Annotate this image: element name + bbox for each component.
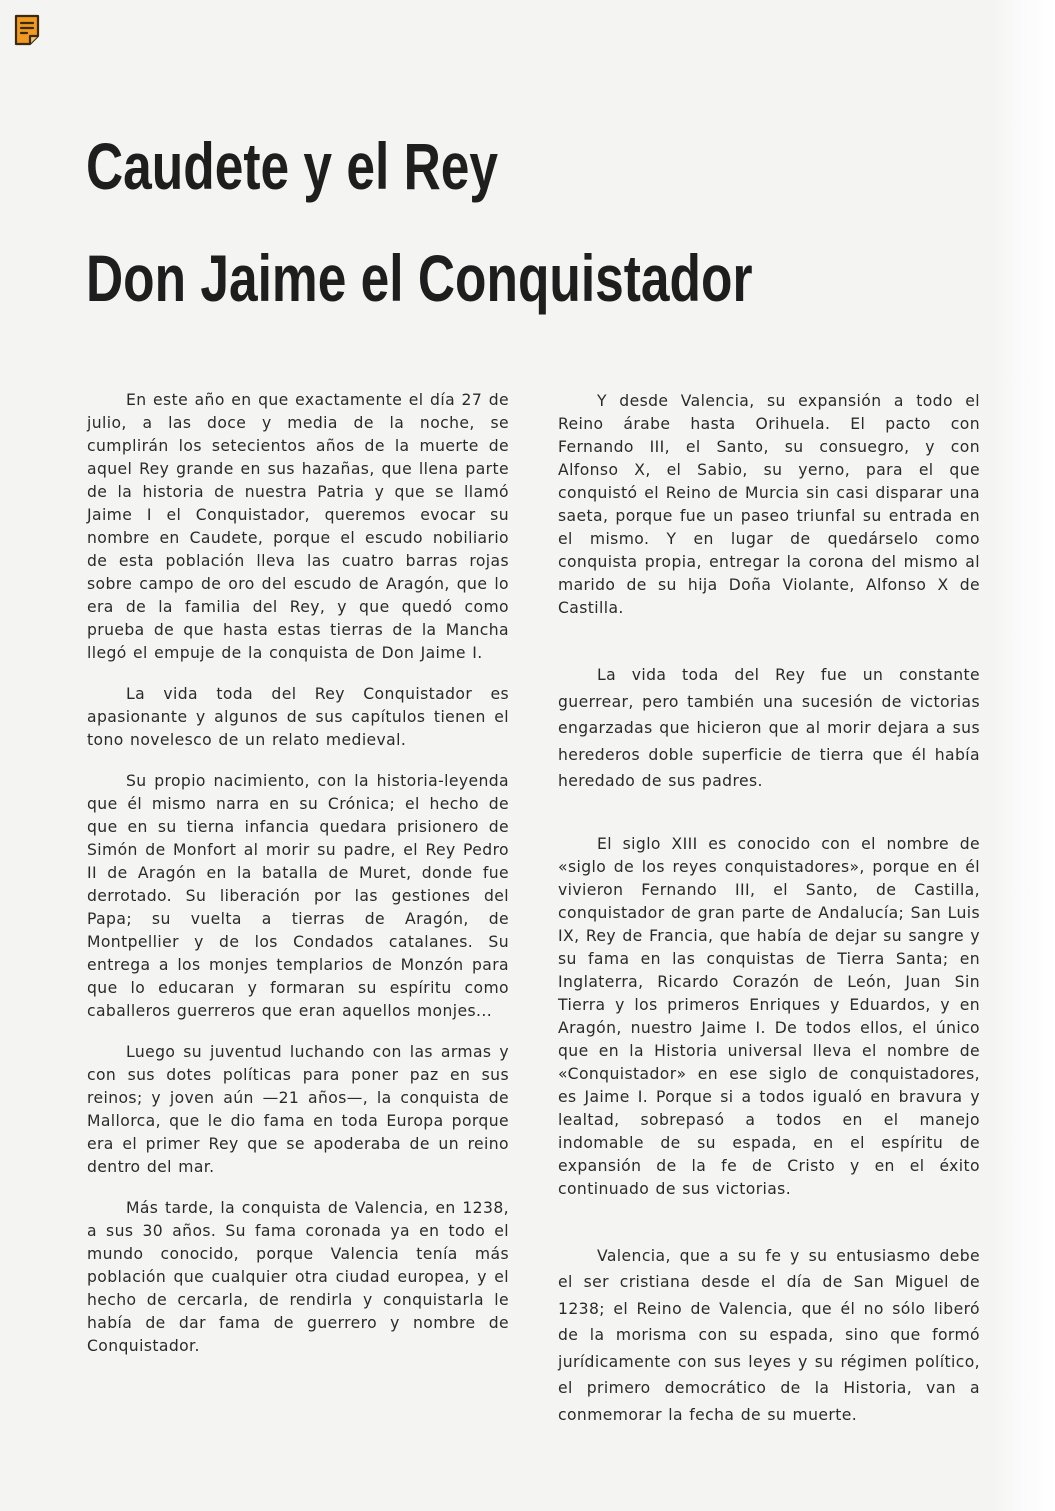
document-notes-icon[interactable] [14, 14, 44, 46]
paragraph: Valencia, que a su fe y su entusiasmo debe el ser cristiana desde el día de San Miguel de 1238; el Reino de Valencia, que él no sólo liberó de la morisma con su espada, sino que formó jurídicamente con sus leyes y su régimen político, el primero democrático de la Historia, van a conmemorar la fecha de su muerte. [558, 1246, 980, 1424]
left-text-column [87, 389, 509, 1358]
page-edge-shadow [993, 0, 1055, 1511]
right-text-column [558, 390, 980, 1428]
paragraph: La vida toda del Rey Conquistador es apasionante y algunos de sus capítulos tienen el tono novelesco de un relato medieval. [87, 685, 509, 749]
article-title-line-2: Don Jaime el Conquistador [86, 241, 753, 315]
paragraph: En este año en que exactamente el día 27 de julio, a las doce y media de la noche, se cumplirán los setecientos años de la muerte de aquel Rey grande en sus hazañas, que llena parte de la historia de nuestra Patria y que se llamó Jaime I el Conquistador, queremos evocar su nombre en Caudete, porque el escudo nobiliario de esta población lleva las cuatro barras rojas sobre campo de oro del escudo de Aragón, que lo era de la familia del Rey, y que quedó como prueba de que hasta estas tierras de la Mancha llegó el empuje de la conquista de Don Jaime I. [87, 391, 509, 662]
paragraph: El siglo XIII es conocido con el nombre de «siglo de los reyes conquistadores», porque en él vivieron Fernando III, el Santo, de Castilla, conquistador de gran parte de Andalucía; San Luis IX, Rey de Francia, que había de dejar su sangre y su fama en las conquistas de Tierra Santa; en Inglaterra, Ricardo Corazón de León, Juan Sin Tierra y los primeros Enriques y Eduardos, y en Aragón, nuestro Jaime I. De todos ellos, el único que en la Historia universal lleva el nombre de «Conquistador» en ese siglo de conquistadores, es Jaime I. Porque si a todos igualó en bravura y lealtad, sobrepasó a todos en el manejo indomable de su espada, en el espíritu de expansión de la fe de Cristo y en el éxito continuado de sus victorias. [558, 834, 980, 1198]
article-title-line-1: Caudete y el Rey [86, 129, 499, 203]
paragraph: Luego su juventud luchando con las armas y con sus dotes políticas para poner paz en sus reinos; y joven aún —21 años—, la conquista de Mallorca, que le dio fama en toda Europa porque era el primer Rey que se apoderaba de un reino dentro del mar. [87, 1043, 509, 1176]
paragraph: La vida toda del Rey fue un constante guerrear, pero también una sucesión de victorias engarzadas que hicieron que al morir dejara a sus herederos doble superficie de tierra que él había heredado de sus padres. [558, 666, 980, 790]
paragraph: Su propio nacimiento, con la historia-leyenda que él mismo narra en su Crónica; el hecho de que en su tierna infancia quedara prisionero de Simón de Monfort al morir su padre, el Rey Pedro II de Aragón en la batalla de Muret, donde fue derrotado. Su liberación por las gestiones del Papa; su vuelta a tierras de Aragón, de Montpellier y de los Condados catalanes. Su entrega a los monjes templarios de Monzón para que lo educaran y formaran su espíritu como caballeros guerreros que eran aquellos monjes... [87, 772, 509, 1020]
paragraph: Y desde Valencia, su expansión a todo el Reino árabe hasta Orihuela. El pacto con Fernando III, el Santo, su consuegro, y con Alfonso X, el Sabio, su yerno, para el que conquistó el Reino de Murcia sin casi disparar una saeta, porque fue un paseo triunfal su entrada en el mismo. Y en lugar de quedárselo como conquista propia, entregar la corona del mismo al marido de su hija Doña Violante, Alfonso X de Castilla. [558, 392, 980, 617]
paragraph: Más tarde, la conquista de Valencia, en 1238, a sus 30 años. Su fama coronada ya en todo el mundo conocido, porque Valencia tenía más población que cualquier otra ciudad europea, y el hecho de cercarla, de rendirla y conquistarla le había de dar fama de guerrero y nombre de Conquistador. [87, 1199, 509, 1355]
article-title [86, 110, 752, 334]
